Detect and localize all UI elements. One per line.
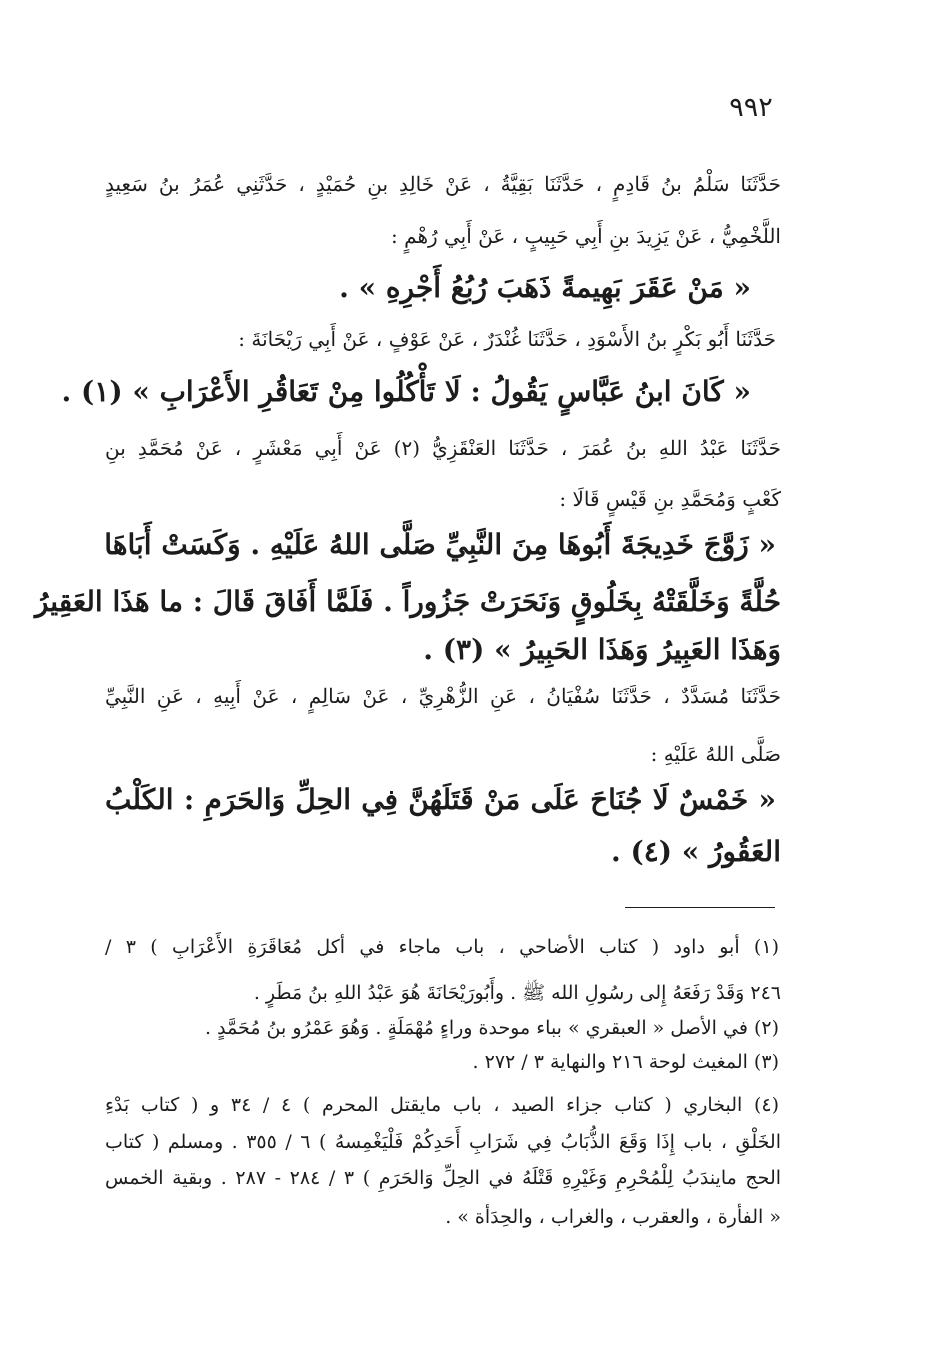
footnote-line: (٣) المغيث لوحة ٢١٦ والنهاية ٣ / ٢٧٢ . [472,1051,779,1073]
footnote-separator [625,907,775,908]
footnote-line: (٢) في الأصل « العبقري » بباء موحدة وراءٍ مُهْمَلَةٍ . وَهُوَ عَمْرُو بنُ مُحَمَّدٍ . [205,1017,779,1039]
footnote-line: الحج مايندَبُ لِلْمُحْرِمِ وَغَيْرِهِ قَتْلَهُ في الحِلِّ وَالحَرَمِ ) ٣ / ٢٨٤ - ٢٨٧ . وبقية الخمس [105,1167,782,1189]
footnote-line: ٢٤٦ وَقَدْ رَفَعَهُ إِلى رسُولِ الله ﷺ . وأَبُورَيْحَانَةَ هُوَ عَبْدُ اللهِ بنُ مَطَرٍ . [253,982,781,1004]
isnad-line: كَعْبٍ وَمُحَمَّدِ بنِ قَيْسٍ قَالَا : [559,487,781,511]
footnote-line: (٤) البخاري ( كتاب جزاء الصيد ، باب مايقتل المحرم ) ٤ / ٣٤ و ( كتاب بَدْءِ [105,1094,779,1116]
matn-line: « خَمْسٌ لَا جُنَاحَ عَلَى مَنْ قَتَلَهُنَّ فِي الحِلِّ وَالحَرَمِ : الكَلْبُ [105,783,776,816]
matn-line: « مَنْ عَقَرَ بَهِيمةً ذَهَبَ رُبُعُ أَجْرِهِ » . [339,271,751,304]
matn-line: وَهَذَا العَبِيرُ وَهَذَا الحَبِيرُ » (٣) . [423,633,781,666]
footnote-line: الخَلْقِ ، باب إِذَا وَقَعَ الذُّبَابُ فِي شَرَابِ أَحَدِكُمْ فَلْيَغْمِسهُ ) ٦ / ٣٥٥ . ومسلم ( كتاب [105,1131,781,1153]
matn-line: العَقُورُ » (٤) . [610,835,781,868]
footnote-line: « الفأرة ، والعقرب ، والغراب ، والحِدَأة » . [445,1206,781,1228]
matn-line: « كَانَ ابنُ عَبَّاسٍ يَقُولُ : لَا تَأْكُلُوا مِنْ تَعَاقُرِ الأَعْرَابِ » (١) . [61,375,751,408]
isnad-line: حَدَّثَنَا مُسَدَّدٌ ، حَدَّثَنَا سُفْيَانُ ، عَنِ الزُّهْرِيِّ ، عَنْ سَالِمٍ ، عَنْ أَبِيهِ ، عَنِ النَّبِيِّ [105,684,781,708]
isnad-line: اللَّخْمِيُّ ، عَنْ يَزِيدَ بنِ أَبِي حَبِيبٍ ، عَنْ أَبِي رُهْمٍ : [391,224,781,248]
isnad-line: حَدَّثَنَا عَبْدُ اللهِ بنُ عُمَرَ ، حَدَّثَنَا العَنْقَزِيُّ (٢) عَنْ أَبِي مَعْشَرٍ ، عَنْ مُحَمَّدِ بنِ [105,436,781,460]
isnad-line: حَدَّثَنَا أَبُو بَكْرٍ بنُ الأَسْوَدِ ، حَدَّثَنَا غُنْدَرٌ ، عَنْ عَوْفٍ ، عَنْ أَبِي رَيْحَانَةَ : [238,327,776,351]
page-number: ٩٩٢ [729,92,773,123]
isnad-line: حَدَّثَنَا سَلْمُ بنُ قَادِمٍ ، حَدَّثَنَا بَقِيَّةُ ، عَنْ خَالِدِ بنِ حُمَيْدٍ ، حَدَّثَنِي عُمَرُ بنُ سَعِيدٍ [105,172,781,196]
matn-line: حُلَّةً وَخَلَّقَتْهُ بِخَلُوقٍ وَنَحَرَتْ جَزُوراً . فَلَمَّا أَفَاقَ قَالَ : ما هَذَا العَقِيرُ [34,585,781,618]
isnad-line: صَلَّى اللهُ عَلَيْهِ : [650,742,781,766]
footnote-line: (١) أبو داود ( كتاب الأضاحي ، باب ماجاء في أكل مُعَاقَرَةِ الأَعْرَابِ ) ٣ / [105,936,779,958]
matn-line: « زَوَّجَ خَدِيجَةَ أَبُوهَا مِنَ النَّبِيِّ صَلَّى اللهُ عَلَيْهِ . وَكَسَتْ أَبَاهَا [104,528,776,561]
